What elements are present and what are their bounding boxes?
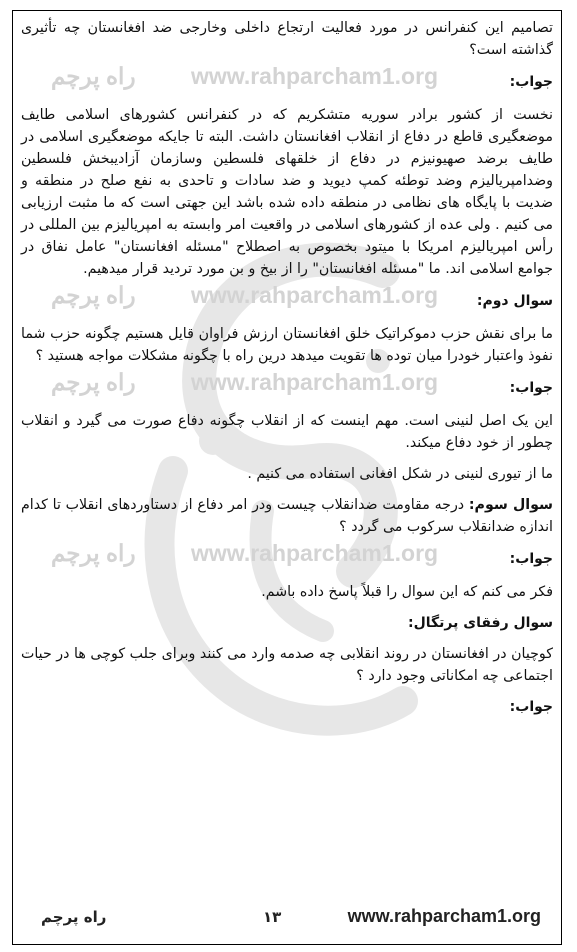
watermark-url: www.rahparcham1.org — [191, 369, 439, 395]
answer-label: جواب: — [509, 74, 553, 90]
answer-row-1 — [21, 61, 553, 95]
answer-label: جواب: — [509, 380, 553, 396]
url-watermark — [51, 542, 491, 570]
footer-publication: راه پرچم — [41, 908, 107, 926]
question-2-label: سوال دوم: — [476, 293, 553, 309]
question-2: ما برای نقش حزب دموکراتیک خلق افغانستان ارزش فراوان قایل هستیم چگونه حزب شما نفوذ واعتبار خودرا میان توده ها تقویت میدهد درین راه با چگونه مشکلات مواجه هستید ؟ — [21, 326, 553, 364]
footer-url: www.rahparcham1.org — [347, 906, 541, 926]
question-3-text: درجه مقاومت ضدانقلاب چیست ودر امر دفاع از دستاوردهای انقلاب تا کدام اندازه ضدانقلاب سرکوب می گردد ؟ — [21, 497, 553, 535]
page-footer — [13, 906, 561, 934]
article-body — [21, 17, 553, 718]
answer-label: جواب: — [509, 699, 553, 715]
intro-question: تصامیم این کنفرانس در مورد فعالیت ارتجاع داخلی وخارجی ضد افغانستان چه تأثیری گذاشته است؟ — [21, 20, 553, 58]
document-page — [12, 10, 562, 945]
portugal-question-label: سوال رفقای پرتگال: — [408, 615, 553, 631]
watermark-url: www.rahparcham1.org — [191, 282, 439, 308]
question-2-row — [21, 280, 553, 314]
answer-2-paragraph-2: ما از تیوری لنینی در شکل افغانی استفاده می کنیم . — [247, 466, 553, 482]
portugal-question: کوچیان در افغانستان در روند انقلابی چه صدمه وارد می کنند وبرای جلب کوچی ها در حیات اجتماعی چه امکاناتی وجود دارد ؟ — [21, 646, 553, 684]
question-3 — [21, 494, 553, 538]
url-watermark — [51, 65, 491, 93]
answer-3: فکر می کنم که این سوال را قبلاً پاسخ داده باشم. — [261, 584, 553, 600]
watermark-url: www.rahparcham1.org — [191, 540, 439, 566]
url-watermark — [51, 371, 491, 399]
answer-2-paragraph-1: این یک اصل لنینی است. مهم اینست که از انقلاب چگونه دفاع صورت می گیرد و انقلاب چطور از خود دفاع میکند. — [21, 413, 553, 451]
answer-label: جواب: — [509, 551, 553, 567]
question-3-label: سوال سوم: — [468, 497, 553, 513]
page-number: ۱۳ — [263, 908, 282, 926]
watermark-name: راه پرچم — [51, 369, 136, 395]
watermark-name: راه پرچم — [51, 63, 136, 89]
url-watermark — [51, 284, 491, 312]
answer-row-2 — [21, 367, 553, 401]
answer-1: نخست از کشور برادر سوریه متشکریم که در کنفرانس کشورهای اسلامی طایف موضعگیری قاطع در دفاع از انقلاب افغانستان داشت. البته تا جایکه موضعگیری اسلامی در طایف برضد صهیونیزم در دفاع از خلقهای فلسطین وسازمان آزادیبخش فلسطین وضدامپریالیزم وضد توطئه کمپ دیوید و ضد سادات و تاحدی به نفع صلح در منطقه و ضدیت با پایگاه های نظامی در منطقه داده شده باشد این جهتی است که ما مثبت ارزیابی می کنیم . ولی عده از کشورهای اسلامی در واقعیت امر وابسته به امپریالیزم بین المللی در رأس امپریالیزم امریکا با میتود بخصوص به اصطلاح "مسئله افغانستان" عامل نفاق در جوامع اسلامی اند. ما "مسئله افغانستان" را از بیخ و بن مورد تردید قرار میدهیم. — [21, 107, 553, 277]
watermark-url: www.rahparcham1.org — [191, 63, 439, 89]
answer-row-3 — [21, 538, 553, 572]
watermark-name: راه پرچم — [51, 282, 136, 308]
watermark-name: راه پرچم — [51, 540, 136, 566]
